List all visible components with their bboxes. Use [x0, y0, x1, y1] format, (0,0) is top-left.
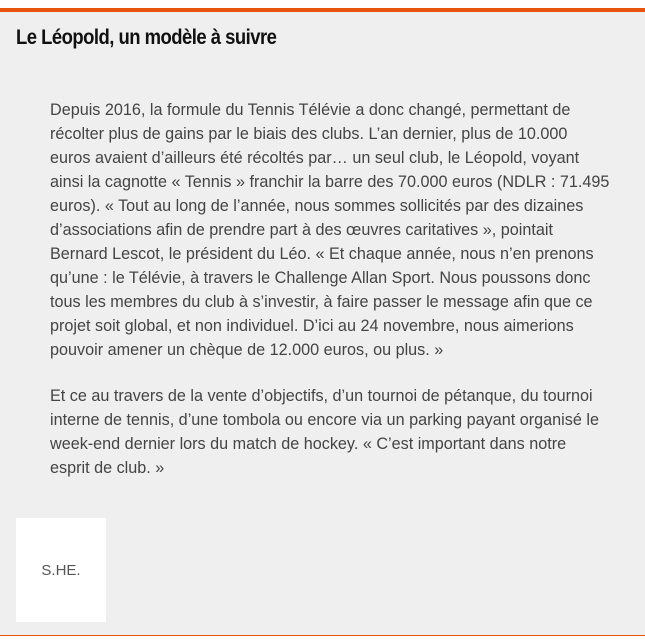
article-paragraph: Depuis 2016, la formule du Tennis Télévie a donc changé, permettant de récolter plus de gains par le biais des clubs. L’an dernier, plus de 10.000 euros avaient d’ailleurs été récoltés par… un seul club, le Léopold, voyant ainsi la cagnotte « Tennis » franchir la barre des 70.000 euros (NDLR : 71.495 euros). « Tout au long de l’année, nous sommes sollicités par des dizaines d’associations afin de prendre part à des œuvres caritatives », pointait Bernard Lescot, le président du Léo. « Et chaque année, nous n’en prenons qu’une : le Télévie, à travers le Challenge Allan Sport. Nous poussons donc tous les membres du club à s’investir, à faire passer le message afin que ce projet soit global, et non individuel. D’ici au 24 novembre, nous aimerions pouvoir amener un chèque de 12.000 euros, ou plus. » [50, 101, 610, 359]
article-body [50, 98, 610, 502]
article-paragraph: Et ce au travers de la vente d’objectifs, d’un tournoi de pétanque, du tournoi interne de tennis, d’une tombola ou encore via un parking payant organisé le week-end dernier lors du match de hockey. « C’est important dans notre esprit de club. » [50, 387, 599, 477]
article-title: Le Léopold, un modèle à suivre [16, 26, 277, 49]
article-box [0, 8, 645, 636]
author-signature: S.HE. [16, 518, 106, 622]
